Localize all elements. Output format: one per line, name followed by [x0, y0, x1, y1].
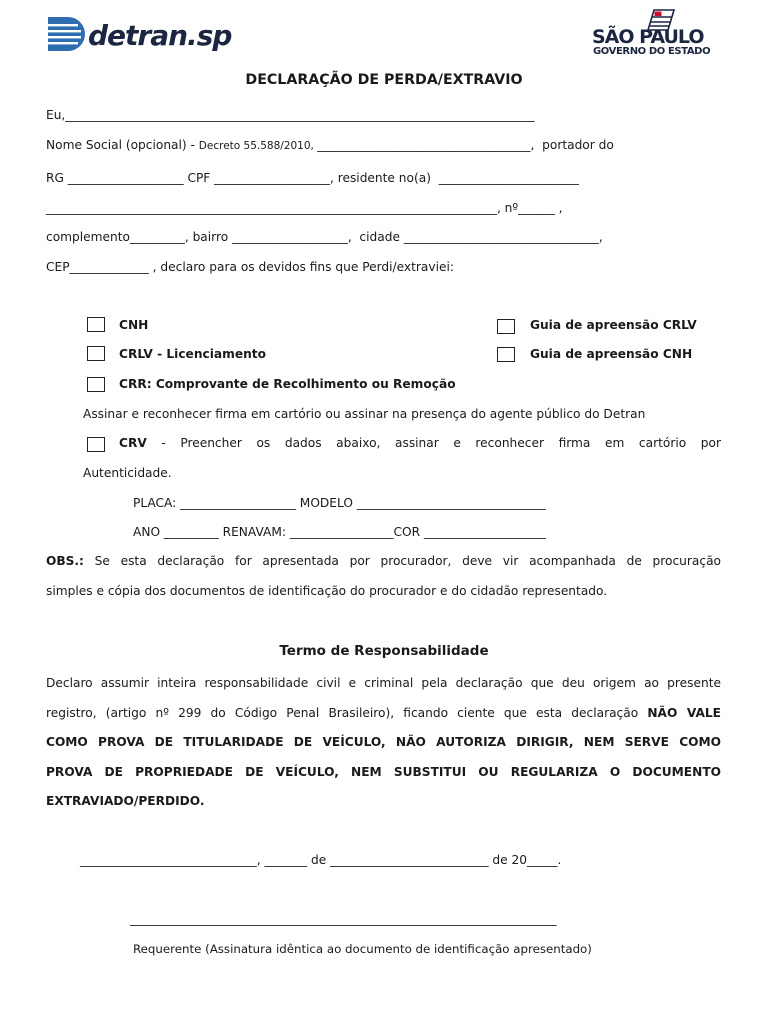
field-date-line[interactable]: _____________________________, _______ de __________________________ de 20_____. — [80, 853, 562, 867]
sao-paulo-logo-title: SÃO PAULO — [592, 26, 704, 48]
crv-label: CRV — [119, 436, 147, 450]
checkbox-cnh[interactable] — [87, 317, 105, 332]
field-cep-line[interactable]: CEP_____________ , declaro para os devidos fins que Perdi/extraviei: — [46, 260, 454, 274]
obs-paragraph-line1 — [46, 553, 721, 569]
termo-line3: COMO PROVA DE TITULARIDADE DE VEÍCULO, NÃO AUTORIZA DIRIGIR, NEM SERVE COMO — [46, 735, 721, 749]
checkbox-guia-cnh[interactable] — [497, 347, 515, 362]
obs-paragraph-line2: simples e cópia dos documentos de identificação do procurador e do cidadão representado. — [46, 584, 608, 598]
checkbox-crv[interactable] — [87, 437, 105, 452]
signature-caption: Requerente (Assinatura idêntica ao documento de identificação apresentado) — [133, 942, 592, 956]
obs-label: OBS.: — [46, 554, 84, 568]
signature-line[interactable]: ______________________________________________________________________ — [130, 912, 557, 926]
termo-line1: Declaro assumir inteira responsabilidade civil e criminal pela declaração que deu origem ao presente — [46, 676, 721, 690]
termo-line2-bold: NÃO VALE — [647, 706, 721, 720]
detran-logo-text: detran.sp — [88, 19, 232, 52]
field-name-line[interactable]: Eu,_____________________________________________________________________________ — [46, 108, 535, 122]
checkbox-cnh-label: CNH — [119, 318, 149, 332]
field-complement-line[interactable]: complemento_________, bairro ___________________, cidade ________________________________, — [46, 230, 603, 244]
crv-text-continued: Autenticidade. — [83, 466, 172, 480]
checkbox-crr[interactable] — [87, 377, 105, 392]
sao-paulo-logo-subtitle: GOVERNO DO ESTADO — [593, 46, 711, 57]
field-address-line[interactable]: __________________________________________________________________________, nº______ , — [46, 201, 563, 215]
field-ano-renavam-cor-line[interactable]: ANO _________ RENAVAM: _________________COR ____________________ — [133, 525, 546, 539]
termo-line2 — [46, 705, 721, 721]
detran-logo-icon — [46, 15, 86, 53]
social-name-label: Nome Social (opcional) - — [46, 138, 199, 152]
field-placa-modelo-line[interactable]: PLACA: ___________________ MODELO _______________________________ — [133, 496, 546, 510]
sao-paulo-logo — [592, 6, 726, 56]
checkbox-crlv-label: CRLV - Licenciamento — [119, 347, 266, 361]
sign-note: Assinar e reconhecer firma em cartório ou assinar na presença do agente público do Detran — [83, 407, 646, 421]
checkbox-crr-label: CRR: Comprovante de Recolhimento ou Remoção — [119, 377, 456, 391]
termo-line2-text: registro, (artigo nº 299 do Código Penal Brasileiro), ficando ciente que esta declaração — [46, 706, 648, 720]
decree-reference: Decreto 55.588/2010, — [198, 140, 318, 152]
field-social-name-line[interactable] — [46, 137, 614, 154]
obs-text-1: Se esta declaração for apresentada por procurador, deve vir acompanhada de procuração — [83, 554, 721, 568]
termo-line4: PROVA DE PROPRIEDADE DE VEÍCULO, NEM SUBSTITUI OU REGULARIZA O DOCUMENTO — [46, 765, 721, 779]
detran-logo — [46, 15, 232, 59]
social-name-blank: ___________________________________, portador do — [317, 138, 614, 152]
crv-text: - Preencher os dados abaixo, assinar e reconhecer firma em cartório por — [146, 436, 721, 450]
termo-line5: EXTRAVIADO/PERDIDO. — [46, 794, 205, 808]
termo-title: Termo de Responsabilidade — [279, 643, 489, 659]
checkbox-guia-cnh-label: Guia de apreensão CNH — [530, 347, 693, 361]
crv-instructions — [119, 435, 721, 451]
checkbox-guia-crlv[interactable] — [497, 319, 515, 334]
checkbox-guia-crlv-label: Guia de apreensão CRLV — [530, 318, 697, 332]
page-title: DECLARAÇÃO DE PERDA/EXTRAVIO — [245, 72, 523, 88]
field-rg-cpf-line[interactable]: RG ___________________ CPF ___________________, residente no(a) _______________________ — [46, 171, 579, 185]
checkbox-crlv[interactable] — [87, 346, 105, 361]
